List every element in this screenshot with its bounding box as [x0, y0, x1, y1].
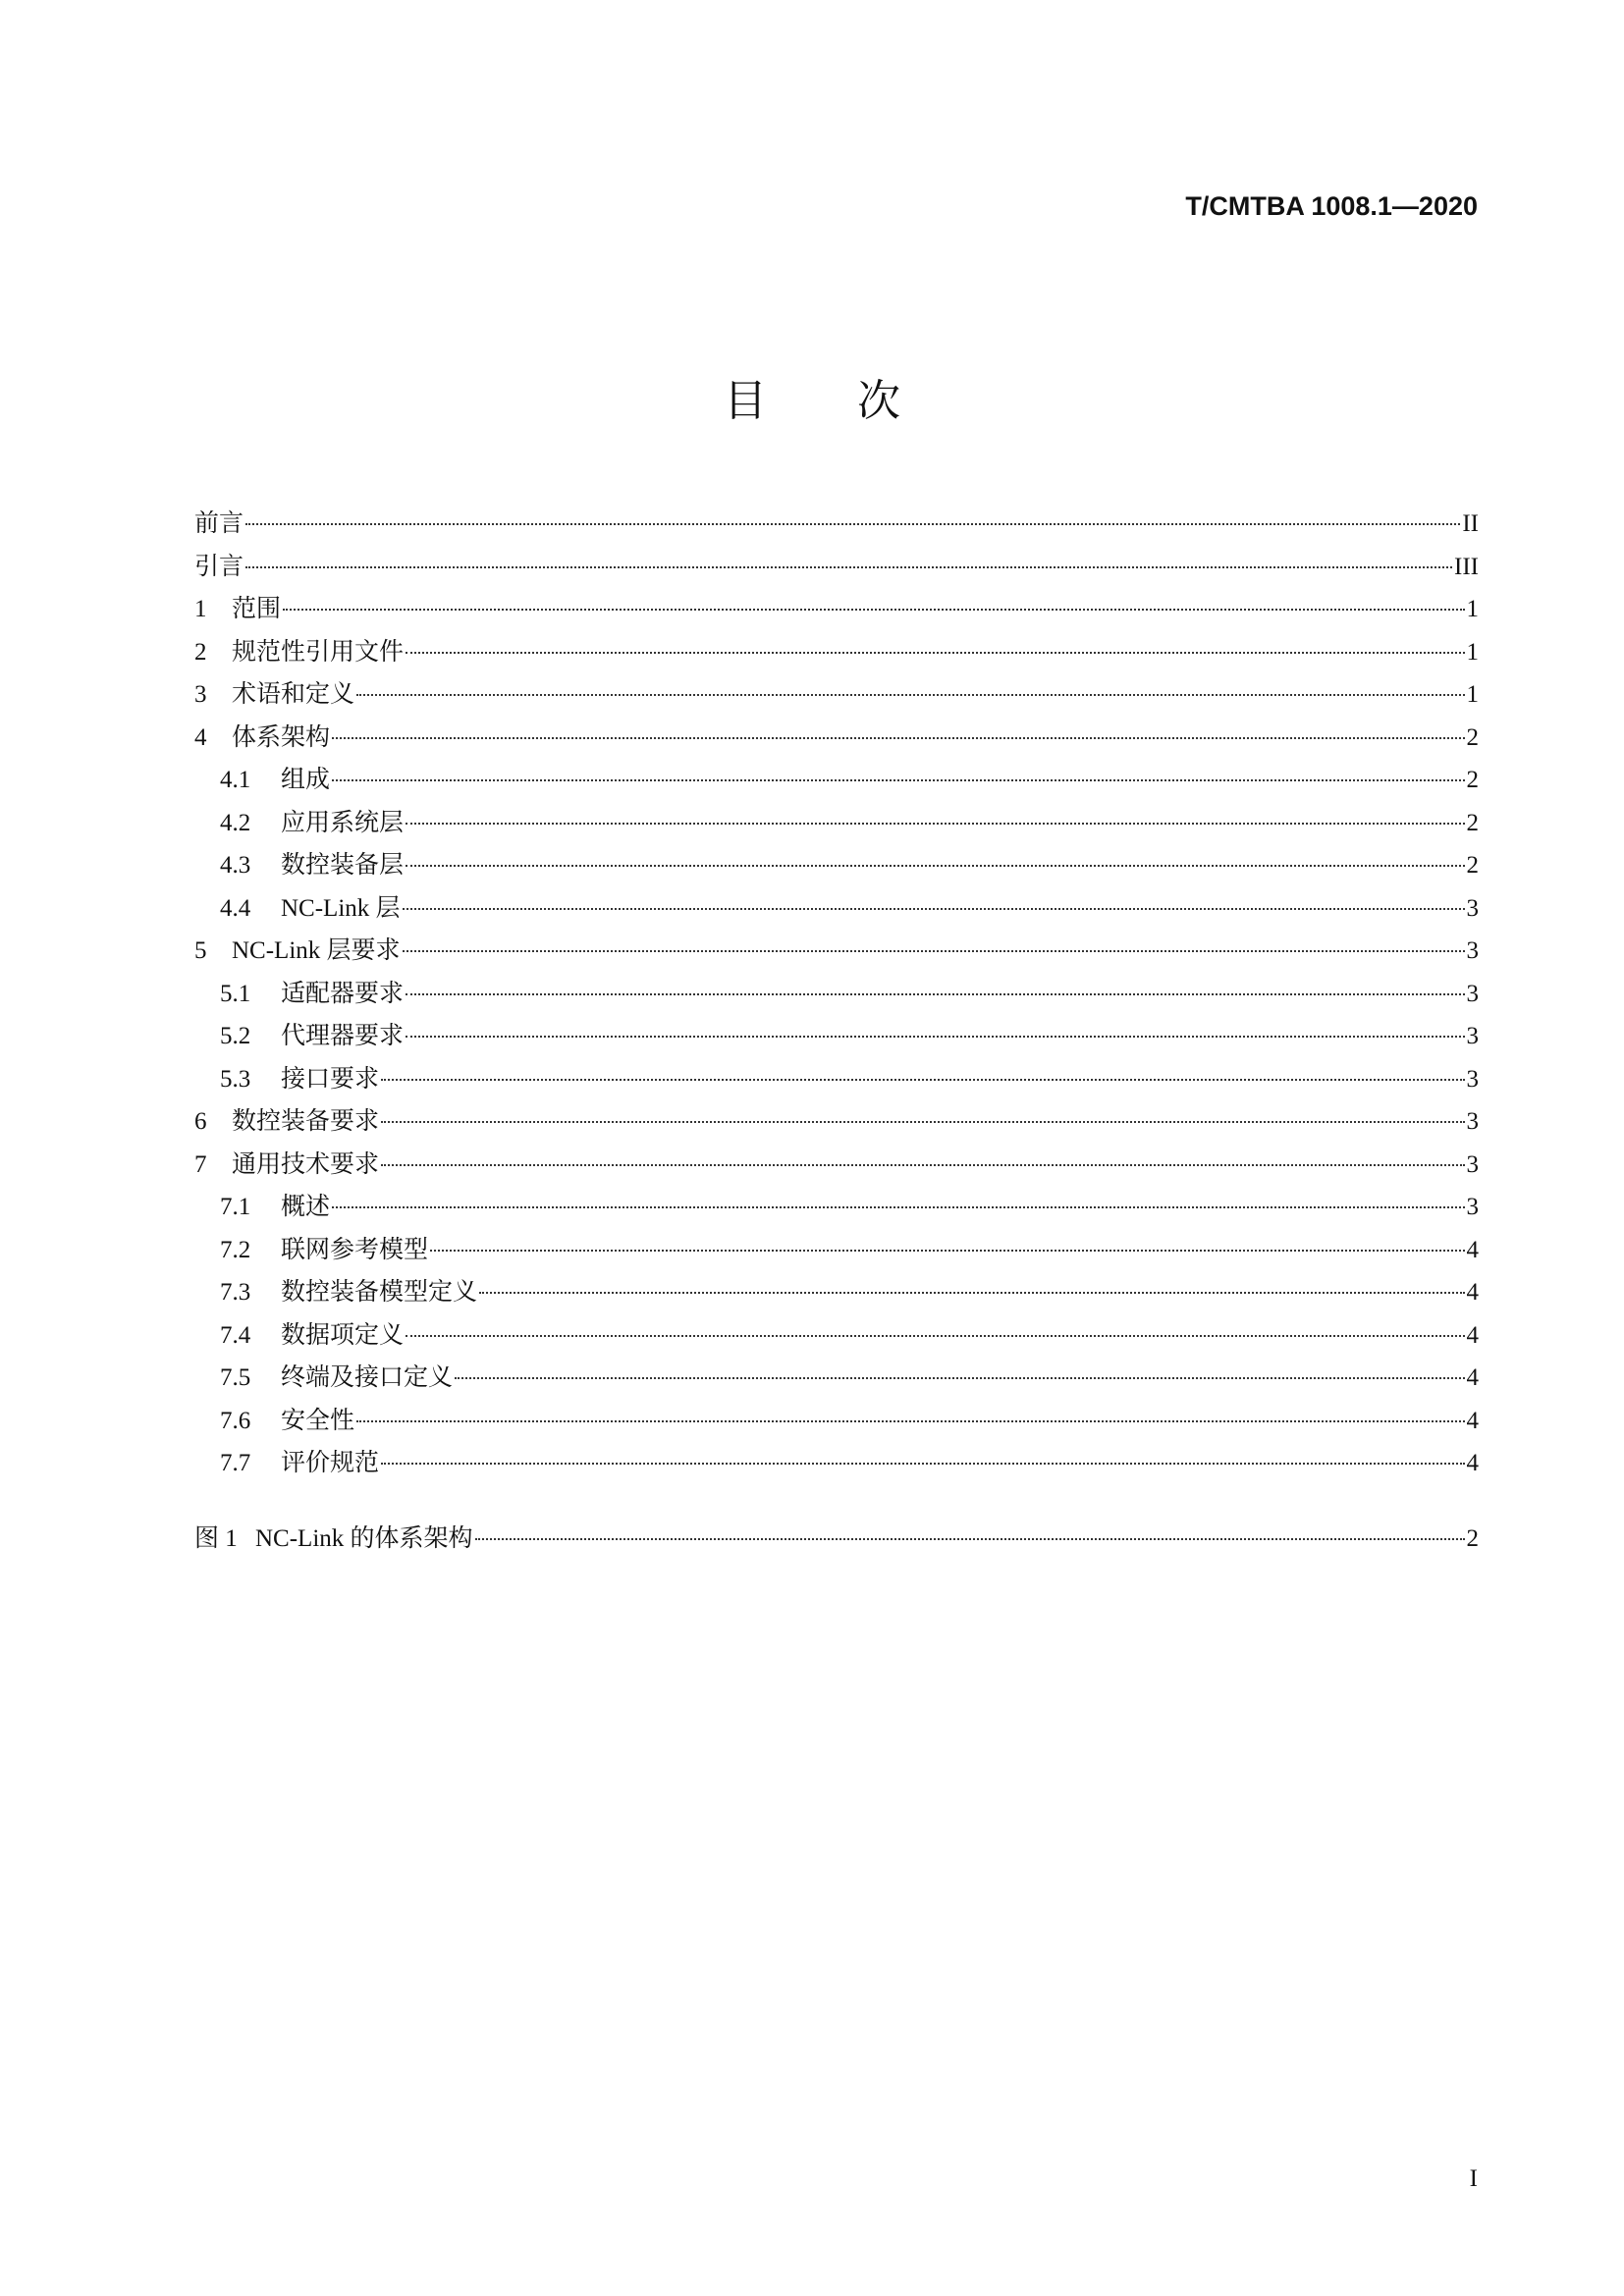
- dot-leader: [475, 1538, 1465, 1540]
- toc-entry[interactable]: [194, 1400, 1479, 1443]
- dot-leader: [403, 908, 1465, 910]
- toc-entry[interactable]: [194, 673, 1479, 717]
- dot-leader: [406, 652, 1464, 654]
- toc-entry-page: 1: [1466, 638, 1479, 666]
- toc-entry[interactable]: [194, 503, 1479, 546]
- toc-entry[interactable]: [194, 1144, 1479, 1187]
- toc-entry-label: 数控装备模型定义: [281, 1279, 478, 1306]
- toc-entry-number: 5.2: [220, 1023, 251, 1049]
- dot-leader: [403, 950, 1465, 952]
- toc-entry-page: 4: [1466, 1279, 1479, 1306]
- toc-entry-label: 评价规范: [281, 1450, 380, 1476]
- toc-entry-number: 7.3: [220, 1279, 251, 1306]
- toc-entry-label: 联网参考模型: [281, 1236, 429, 1263]
- dot-leader: [406, 823, 1464, 825]
- toc-entry[interactable]: [194, 802, 1479, 845]
- dot-leader: [455, 1377, 1464, 1379]
- toc-entry[interactable]: [194, 1186, 1479, 1229]
- toc-entry-page: 3: [1466, 1194, 1479, 1220]
- toc-entry-page: 1: [1466, 596, 1479, 622]
- toc-entry[interactable]: [194, 1015, 1479, 1058]
- toc-entry[interactable]: [194, 930, 1479, 973]
- figure-number: 图 1: [194, 1525, 238, 1552]
- dot-leader: [332, 779, 1464, 781]
- dot-leader: [245, 523, 1460, 525]
- toc-entry-page: 4: [1466, 1364, 1479, 1391]
- dot-leader: [406, 993, 1464, 995]
- toc-entry-label: 终端及接口定义: [281, 1364, 454, 1391]
- dot-leader: [283, 609, 1464, 611]
- toc-entry-number: 5.1: [220, 980, 251, 1007]
- toc-entry-number: 7.5: [220, 1364, 251, 1391]
- toc-entry-number: 7.7: [220, 1450, 251, 1476]
- toc-entry-number: 2: [194, 638, 207, 666]
- toc-entry-label: 前言: [194, 510, 244, 537]
- toc-entry-page: 3: [1466, 937, 1479, 964]
- toc-entry-page: 1: [1466, 681, 1479, 708]
- dot-leader: [332, 1206, 1464, 1208]
- toc-entry-label: 接口要求: [281, 1065, 380, 1093]
- toc-entry-page: II: [1462, 510, 1479, 537]
- page-number: I: [1469, 2165, 1478, 2192]
- toc-entry-number: 4.2: [220, 809, 251, 836]
- toc-entry-number: 6: [194, 1108, 207, 1135]
- toc-entry-number: 7: [194, 1150, 207, 1178]
- toc-entry[interactable]: [194, 1229, 1479, 1272]
- toc-entry-label: 组成: [281, 767, 331, 793]
- toc-entry-page: 2: [1466, 723, 1479, 751]
- figure-label: NC-Link 的体系架构: [255, 1525, 473, 1552]
- toc-entry-page: 3: [1466, 1065, 1479, 1093]
- toc-entry-number: 7.1: [220, 1194, 251, 1220]
- toc-entry-page: 4: [1466, 1407, 1479, 1434]
- toc-entry-label: 数控装备要求: [232, 1108, 380, 1135]
- toc-entry-label: NC-Link 层要求: [232, 937, 401, 964]
- toc-entry-page: 3: [1466, 894, 1479, 922]
- dot-leader: [430, 1250, 1464, 1252]
- toc-entry-page: 2: [1466, 809, 1479, 836]
- dot-leader: [332, 737, 1464, 739]
- toc-entry-label: 应用系统层: [281, 809, 405, 836]
- dot-leader: [381, 1164, 1464, 1166]
- toc-entry-page: 3: [1466, 1150, 1479, 1178]
- toc-entry[interactable]: [194, 1100, 1479, 1144]
- toc-entry-number: 1: [194, 596, 207, 622]
- toc-entry-number: 5.3: [220, 1065, 251, 1093]
- toc-entry-number: 7.6: [220, 1407, 251, 1434]
- document-code: T/CMTBA 1008.1—2020: [1185, 191, 1478, 221]
- page-title: 目次: [724, 376, 991, 426]
- toc-entry[interactable]: [194, 717, 1479, 760]
- toc-entry[interactable]: [194, 1314, 1479, 1358]
- toc-entry-page: 3: [1466, 1023, 1479, 1049]
- toc-entry-label: 数控装备层: [281, 852, 405, 879]
- dot-leader: [406, 1335, 1464, 1337]
- toc-entry[interactable]: [194, 1442, 1479, 1485]
- toc-entry-number: 3: [194, 681, 207, 708]
- toc-entry-label: 概述: [281, 1194, 331, 1220]
- toc-entry-label: 代理器要求: [281, 1023, 405, 1049]
- dot-leader: [356, 694, 1464, 696]
- toc-entry-number: 7.2: [220, 1236, 251, 1263]
- dot-leader: [381, 1463, 1464, 1465]
- figure-list: [194, 1518, 1479, 1561]
- toc-entry-number: 5: [194, 937, 207, 964]
- toc-entry-page: 2: [1466, 767, 1479, 793]
- toc-entry-label: 范围: [232, 596, 282, 622]
- toc-entry[interactable]: [194, 1357, 1479, 1400]
- toc-entry[interactable]: [194, 844, 1479, 887]
- toc-entry[interactable]: [194, 1271, 1479, 1314]
- toc-entry-label: 体系架构: [232, 723, 331, 751]
- toc-entry[interactable]: [194, 631, 1479, 674]
- toc-entry[interactable]: [194, 1058, 1479, 1101]
- toc-entry-page: 4: [1466, 1450, 1479, 1476]
- toc-entry-label: NC-Link 层: [281, 894, 401, 922]
- toc-entry-label: 通用技术要求: [232, 1150, 380, 1178]
- toc-entry-label: 安全性: [281, 1407, 355, 1434]
- toc-entry[interactable]: [194, 759, 1479, 802]
- toc-entry-page: 3: [1466, 980, 1479, 1007]
- toc-entry-number: 4.4: [220, 894, 251, 922]
- dot-leader: [381, 1079, 1464, 1081]
- toc-entry[interactable]: [194, 887, 1479, 931]
- table-of-contents: [194, 503, 1479, 1485]
- toc-entry-page: III: [1454, 553, 1479, 580]
- toc-entry-label: 引言: [194, 553, 244, 580]
- toc-entry-page: 4: [1466, 1236, 1479, 1263]
- toc-entry-page: 4: [1466, 1321, 1479, 1349]
- toc-entry[interactable]: [194, 588, 1479, 631]
- dot-leader: [479, 1292, 1464, 1294]
- toc-entry-label: 数据项定义: [281, 1321, 405, 1349]
- dot-leader: [381, 1121, 1464, 1123]
- dot-leader: [356, 1420, 1464, 1422]
- toc-entry-label: 适配器要求: [281, 980, 405, 1007]
- toc-entry-number: 4: [194, 723, 207, 751]
- toc-entry-number: 4.1: [220, 767, 251, 793]
- dot-leader: [406, 1036, 1464, 1038]
- toc-entry[interactable]: [194, 546, 1479, 589]
- figure-entry[interactable]: [194, 1518, 1479, 1561]
- toc-entry-number: 4.3: [220, 852, 251, 879]
- toc-entry-number: 7.4: [220, 1321, 251, 1349]
- toc-entry[interactable]: [194, 973, 1479, 1016]
- toc-entry-label: 规范性引用文件: [232, 638, 405, 666]
- dot-leader: [245, 566, 1452, 568]
- dot-leader: [406, 865, 1464, 867]
- toc-entry-page: 3: [1466, 1108, 1479, 1135]
- toc-entry-label: 术语和定义: [232, 681, 355, 708]
- toc-entry-page: 2: [1466, 852, 1479, 879]
- figure-page-number: 2: [1466, 1525, 1479, 1552]
